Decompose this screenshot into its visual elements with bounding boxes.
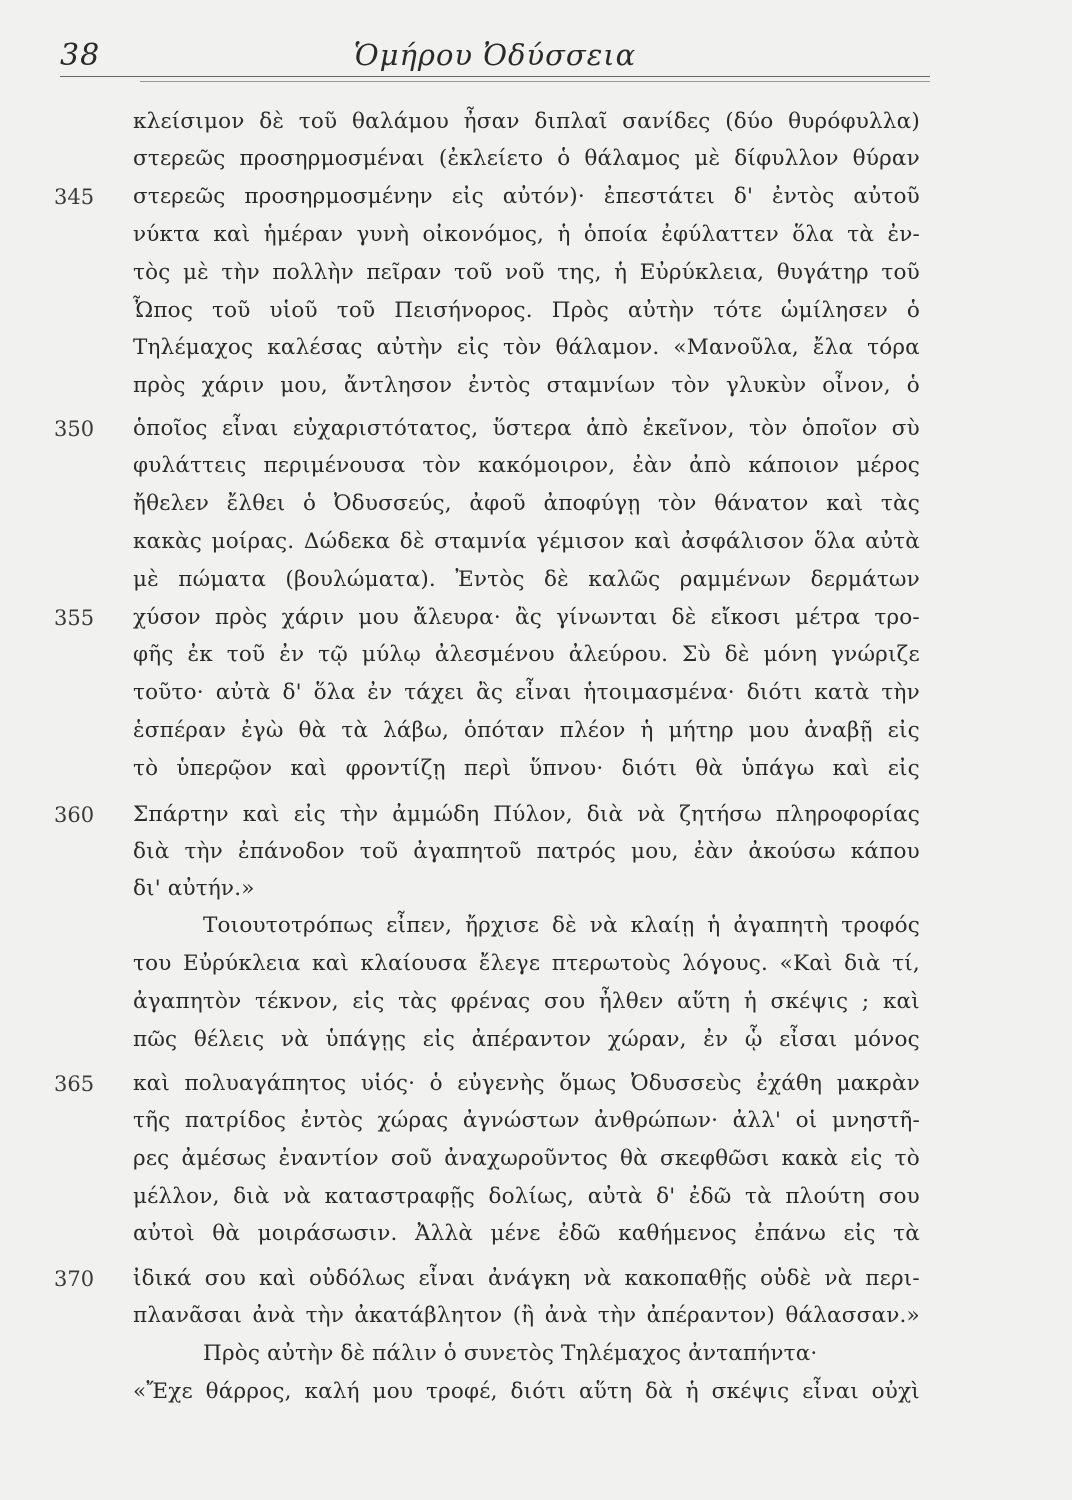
text-line: νύκτα καὶ ἡμέραν γυνὴ οἰκονόμος, ἡ ὁποία ἐφύλαττεν ὅλα τὰ ἐν- <box>133 222 920 247</box>
text-line: ὁποῖος εἶναι εὐχαριστότατος, ὕστερα ἀπὸ ἐκεῖνον, τὸν ὁποῖον σὺ <box>133 416 920 441</box>
page-number: 38 <box>60 38 101 73</box>
text-line: μὲ πώματα (βουλώματα). Ἐντὸς δὲ καλῶς ραμμένων δερμάτων <box>133 567 920 592</box>
text-line: κλείσιμον δὲ τοῦ θαλάμου ἦσαν διπλαῖ σανίδες (δύο θυρόφυλλα) <box>133 109 920 134</box>
line-number: 360 <box>54 803 95 827</box>
text-line: ἤθελεν ἔλθει ὁ Ὀδυσσεύς, ἀφοῦ ἀποφύγῃ τὸν θάνατον καὶ τὰς <box>133 491 920 516</box>
text-line: στερεῶς προσηρμοσμέναι (ἐκλείετο ὁ θάλαμος μὲ δίφυλλον θύραν <box>133 146 920 171</box>
text-line: «Ἔχε θάρρος, καλή μου τροφέ, διότι αὕτη δὰ ἡ σκέψις εἶναι οὐχὶ <box>133 1379 920 1404</box>
text-line: ἑσπέραν ἐγὼ θὰ τὰ λάβω, ὁπόταν πλέον ἡ μήτηρ μου ἀναβῇ εἰς <box>133 718 920 743</box>
text-line: Σπάρτην καὶ εἰς τὴν ἀμμώδη Πύλον, διὰ νὰ ζητήσω πληροφορίας <box>133 802 920 827</box>
text-line: διὰ τὴν ἐπάνοδον τοῦ ἀγαπητοῦ πατρός μου, ἐὰν ἀκούσω κάπου <box>133 839 920 864</box>
text-line: τῆς πατρίδος ἐντὸς χώρας ἀγνώστων ἀνθρώπων· ἀλλ' οἱ μνηστῆ- <box>133 1108 920 1133</box>
text-line: κακὰς μοίρας. Δώδεκα δὲ σταμνία γέμισον καὶ ἀσφάλισον ὅλα αὐτὰ <box>133 529 920 554</box>
header-rule <box>60 76 930 77</box>
text-line: τὸς μὲ τὴν πολλὴν πεῖραν τοῦ νοῦ της, ἡ Εὐρύκλεια, θυγάτηρ τοῦ <box>133 260 920 285</box>
header-rule-secondary <box>140 81 930 82</box>
text-line: μέλλον, διὰ νὰ καταστραφῇς δολίως, αὐτὰ δ' ἐδῶ τὰ πλούτη σου <box>133 1184 920 1209</box>
line-number: 345 <box>54 185 95 209</box>
text-line: ἰδικά σου καὶ οὐδόλως εἶναι ἀνάγκη νὰ κακοπαθῇς οὐδὲ νὰ περι- <box>133 1266 920 1291</box>
text-line: Τηλέμαχος καλέσας αὐτὴν εἰς τὸν θάλαμον. «Μανοῦλα, ἔλα τόρα <box>133 335 920 360</box>
line-number: 370 <box>54 1267 95 1291</box>
line-number: 365 <box>54 1072 95 1096</box>
text-line: αὐτοὶ θὰ μοιράσωσιν. Ἀλλὰ μένε ἐδῶ καθήμενος ἐπάνω εἰς τὰ <box>133 1221 920 1246</box>
text-line: φῆς ἐκ τοῦ ἐν τῷ μύλῳ ἀλεσμένου ἀλεύρου. Σὺ δὲ μόνη γνώριζε <box>133 642 920 667</box>
page-header <box>60 38 930 78</box>
text-line: Πρὸς αὐτὴν δὲ πάλιν ὁ συνετὸς Τηλέμαχος ἀνταπήντα· <box>203 1341 818 1366</box>
text-line: Τοιουτοτρόπως εἶπεν, ἤρχισε δὲ νὰ κλαίῃ ἡ ἀγαπητὴ τροφός <box>203 913 920 938</box>
text-line: φυλάττεις περιμένουσα τὸν κακόμοιρον, ἐὰν ἀπὸ κάποιον μέρος <box>133 453 920 478</box>
line-number: 350 <box>54 417 95 441</box>
text-line: χύσον πρὸς χάριν μου ἄλευρα· ἂς γίνωνται δὲ εἴκοσι μέτρα τρο- <box>133 605 920 630</box>
text-line: πλανᾶσαι ἀνὰ τὴν ἀκατάβλητον (ἢ ἀνὰ τὴν ἀπέραντον) θάλασσαν.» <box>133 1303 920 1328</box>
text-line: ρες ἀμέσως ἐναντίον σοῦ ἀναχωροῦντος θὰ σκεφθῶσι κακὰ εἰς τὸ <box>133 1146 920 1171</box>
text-line: ἀγαπητὸν τέκνον, εἰς τὰς φρένας σου ἦλθεν αὕτη ἡ σκέψις ; καὶ <box>133 989 920 1014</box>
text-line: του Εὐρύκλεια καὶ κλαίουσα ἔλεγε πτερωτοὺς λόγους. «Καὶ διὰ τί, <box>133 951 920 976</box>
text-line: καὶ πολυαγάπητος υἱός· ὁ εὐγενὴς ὅμως Ὀδυσσεὺς ἐχάθη μακρὰν <box>133 1071 920 1096</box>
text-line: πρὸς χάριν μου, ἄντλησον ἐντὸς σταμνίων τὸν γλυκὺν οἶνον, ὁ <box>133 373 920 398</box>
text-line: τοῦτο· αὐτὰ δ' ὅλα ἐν τάχει ἂς εἶναι ἡτοιμασμένα· διότι κατὰ τὴν <box>133 680 920 705</box>
text-line: τὸ ὑπερῷον καὶ φροντίζῃ περὶ ὕπνου· διότι θὰ ὑπάγω καὶ εἰς <box>133 756 920 781</box>
text-line: στερεῶς προσηρμοσμένην εἰς αὐτόν)· ἐπεστάτει δ' ἐντὸς αὐτοῦ <box>133 184 920 209</box>
running-title: Ὁμήρου Ὀδύσσεια <box>353 38 637 72</box>
text-line: δι' αὐτήν.» <box>133 876 255 901</box>
text-line: Ὦπος τοῦ υἱοῦ τοῦ Πεισήνορος. Πρὸς αὐτὴν τότε ὡμίλησεν ὁ <box>133 298 920 323</box>
line-number: 355 <box>54 606 95 630</box>
text-line: πῶς θέλεις νὰ ὑπάγῃς εἰς ἀπέραντον χώραν, ἐν ᾧ εἶσαι μόνος <box>133 1027 920 1052</box>
